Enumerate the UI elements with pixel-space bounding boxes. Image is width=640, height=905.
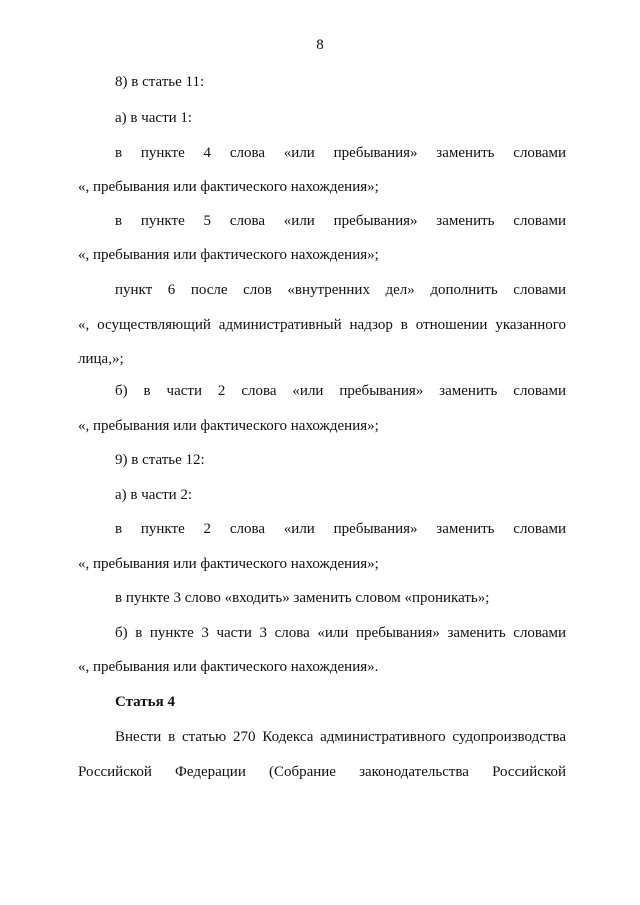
subitem-a-heading: а) в части 2: [115, 487, 193, 503]
text-line: «, пребывания или фактического нахождения»; [78, 247, 379, 263]
item-8-heading: 8) в статье 11: [115, 74, 205, 90]
subitem-a-heading: а) в части 1: [115, 110, 193, 126]
text-line: «, пребывания или фактического нахождения»; [78, 418, 379, 434]
text-line: лица,»; [78, 351, 124, 367]
article-4-heading: Статья 4 [115, 694, 175, 710]
text-line: б) в части 2 слова «или пребывания» заменить словами [115, 383, 566, 399]
item-9-heading: 9) в статье 12: [115, 452, 205, 468]
text-line: в пункте 4 слова «или пребывания» заменить словами [115, 145, 566, 161]
text-line: «, пребывания или фактического нахождения». [78, 659, 379, 675]
text-line: Российской Федерации (Собрание законодательства Российской [78, 764, 566, 780]
text-line: «, осуществляющий административный надзор в отношении указанного [78, 317, 566, 333]
text-line: «, пребывания или фактического нахождения»; [78, 556, 379, 572]
page-number: 8 [316, 37, 324, 53]
text-line: Внести в статью 270 Кодекса административного судопроизводства [115, 729, 566, 745]
text-line: пункт 6 после слов «внутренних дел» дополнить словами [115, 282, 566, 298]
text-line: в пункте 5 слова «или пребывания» заменить словами [115, 213, 566, 229]
text-line: в пункте 3 слово «входить» заменить словом «проникать»; [115, 590, 490, 606]
text-line: б) в пункте 3 части 3 слова «или пребывания» заменить словами [115, 625, 566, 641]
text-line: «, пребывания или фактического нахождения»; [78, 179, 379, 195]
text-line: в пункте 2 слова «или пребывания» заменить словами [115, 521, 566, 537]
